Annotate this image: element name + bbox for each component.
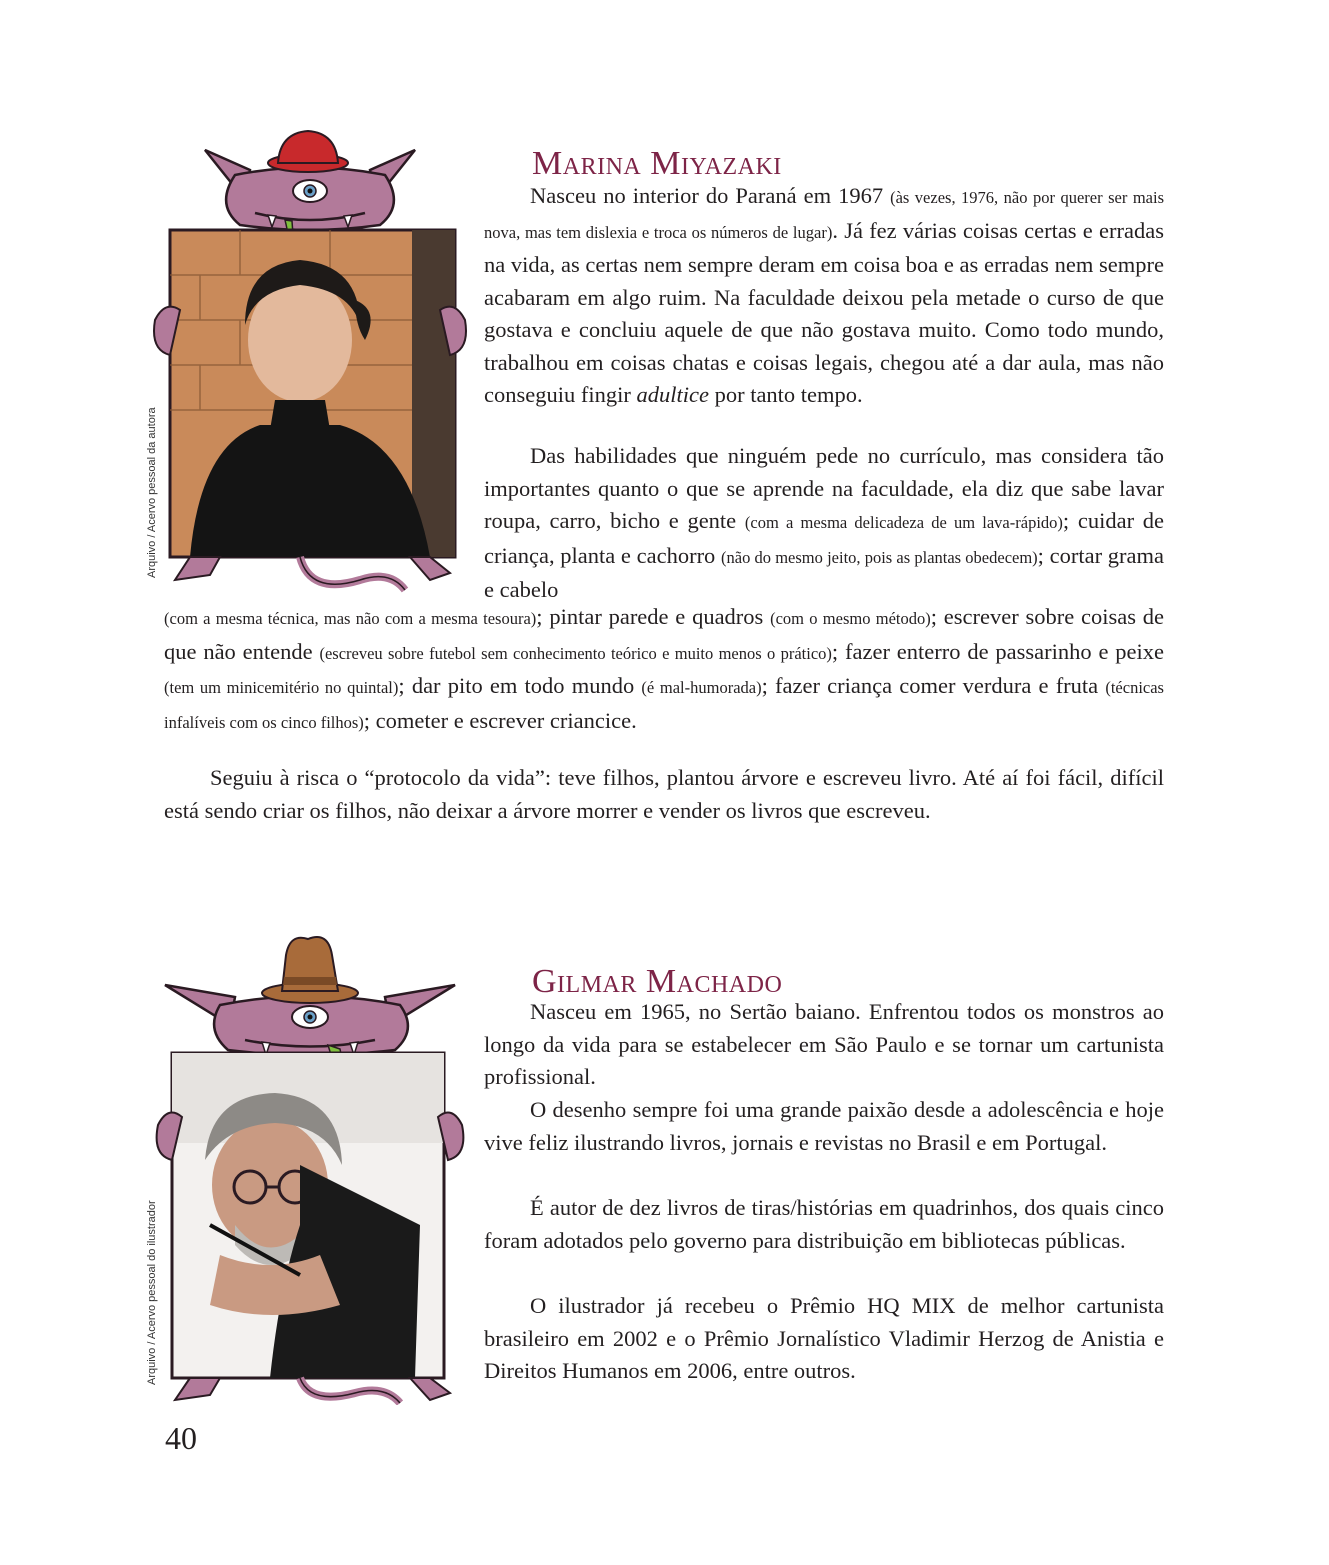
illustrator-photo-credit: Arquivo / Acervo pessoal do ilustrador: [146, 1200, 158, 1385]
author-bio-aside: (escreveu sobre futebol sem conhecimento teórico e muito menos o prático): [319, 643, 832, 663]
author-bio-aside: (tem um minicemitério no quintal): [164, 678, 399, 697]
author-bio-paragraph-3: Seguiu à risca o “protocolo da vida”: teve filhos, plantou árvore e escreveu livro. Até aí foi fácil, difícil está sendo criar os filhos, não deixar a árvore morrer e vender os livros que escreveu.: [164, 765, 1164, 823]
author-bio-text: Nasceu no interior do Paraná em 1967: [530, 183, 891, 208]
author-bio-paragraph-2: [484, 440, 1164, 607]
author-bio-text: ; escrever sobre coisas de que não entende: [164, 604, 1164, 664]
author-bio-paragraph-1: [484, 180, 1164, 412]
author-bio-text: Das habilidades que ninguém pede no currículo, mas considera tão importantes quanto o que se aprende na faculdade, ela diz que sabe lavar roupa, carro, bicho e gente: [484, 443, 1164, 533]
author-name: Marina Miyazaki: [532, 145, 782, 182]
illustrator-bio-paragraph-1: Nasceu em 1965, no Sertão baiano. Enfrentou todos os monstros ao longo da vida para se estabelecer em São Paulo e se tornar um cartunista profissional.: [484, 999, 1164, 1089]
author-bio-text: ; fazer enterro de passarinho e peixe: [831, 638, 1165, 664]
illustrator-name: Gilmar Machado: [532, 963, 783, 1000]
author-bio-text: ; dar pito em todo mundo: [398, 673, 642, 698]
author-bio-aside: (com a mesma delicadeza de um lava-rápido): [744, 513, 1063, 532]
illustrator-monster-frame: [150, 925, 470, 1405]
author-bio-text: ; cometer e escrever criancice.: [363, 707, 637, 733]
author-bio-text: por tanto tempo.: [708, 382, 863, 407]
page-number: 40: [165, 1420, 197, 1456]
author-bio-aside: (é mal-humorada): [641, 678, 762, 697]
author-bio-aside: (não do mesmo jeito, pois as plantas obedecem): [721, 547, 1038, 567]
author-photo-credit: Arquivo / Acervo pessoal da autora: [146, 407, 158, 578]
illustrator-bio-paragraph-3: É autor de dez livros de tiras/histórias em quadrinhos, dos quais cinco foram adotados pelo governo para distribuição em bibliotecas públicas.: [484, 1195, 1164, 1253]
author-bio-text: ; fazer criança comer verdura e fruta: [761, 673, 1106, 698]
author-bio-aside: (com o mesmo método): [770, 609, 931, 628]
author-bio-aside: (técnicas infalíveis com os cinco filhos): [164, 678, 1164, 732]
author-bio-text: ; pintar parede e quadros: [536, 604, 771, 629]
illustrator-bio-paragraph-2: O desenho sempre foi uma grande paixão desde a adolescência e hoje vive feliz ilustrando livros, jornais e revistas no Brasil e em Portugal.: [484, 1097, 1164, 1155]
author-bio-text: . Já fez várias coisas certas e erradas na vida, as certas nem sempre deram em coisa boa e as erradas nem sempre acabaram em algo ruim. Na faculdade deixou pela metade o curso de que gostava e concluiu aquele de que não gostava muito. Como todo mundo, trabalhou em coisas chatas e coisas legais, chegou até a dar aula, mas não conseguiu fingir: [484, 217, 1164, 407]
author-bio-text: ; cortar grama e cabelo: [484, 542, 1164, 602]
author-bio-emphasis: adultice: [636, 382, 709, 407]
author-bio-aside: (com a mesma técnica, mas não com a mesma tesoura): [164, 609, 537, 628]
author-bio-paragraph-2-continued: [164, 601, 1164, 739]
illustrator-bio-paragraph-4: O ilustrador já recebeu o Prêmio HQ MIX de melhor cartunista brasileiro em 2002 e o Prêmio Jornalístico Vladimir Herzog de Anistia e Direitos Humanos em 2006, entre outros.: [484, 1293, 1164, 1383]
author-bio-text: ; cuidar de criança, planta e cachorro: [484, 508, 1165, 568]
author-bio-aside: (às vezes, 1976, não por querer ser mais nova, mas tem dislexia e troca os números de lugar): [484, 188, 1164, 242]
author-monster-frame: [150, 125, 470, 600]
